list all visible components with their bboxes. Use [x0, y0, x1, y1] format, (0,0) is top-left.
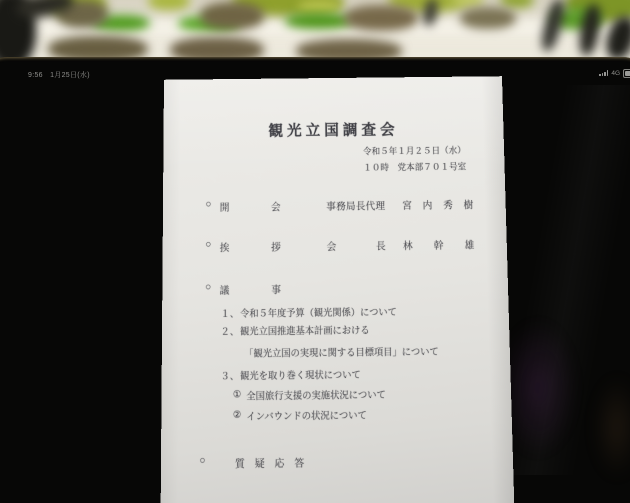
circle-bullet: ○: [199, 455, 206, 467]
network-type-text: 4G: [611, 69, 620, 77]
circled-number-icon: ②: [232, 409, 242, 420]
agenda-sub-item-1: [161, 386, 511, 404]
chair-blob: [460, 7, 516, 29]
date-text: 1月25日(水): [50, 72, 90, 79]
screen-reflection: [505, 85, 630, 475]
agenda-item-3: [162, 366, 511, 384]
tablet-device: [0, 57, 630, 503]
circled-number-icon: ①: [232, 388, 242, 400]
speaker-name: 宮内秀樹: [402, 201, 474, 213]
chair-blob: [344, 5, 418, 31]
screen-reflection: [594, 375, 630, 480]
speaker-role: 会長: [326, 242, 386, 254]
sub-item-text: 全国旅行支援の実施状況について: [246, 389, 386, 402]
row-label: 議事: [219, 285, 282, 298]
cellular-signal-icon: [599, 70, 608, 76]
item-number: ２、: [220, 326, 240, 337]
agenda-item-2-continued: [162, 343, 510, 361]
item-text: 観光立国推進基本計画における: [240, 324, 370, 337]
agenda-sub-item-2: [161, 406, 512, 424]
meeting-date: 令和５年１月２５日（水）: [362, 145, 466, 157]
statusbar-right: [599, 69, 630, 78]
circle-bullet: ○: [205, 239, 212, 251]
meeting-info: [363, 142, 467, 176]
plant-blob: [500, 0, 534, 8]
row-label: 質疑応答: [234, 458, 315, 471]
item-number: ３、: [220, 370, 240, 382]
green-cushion-blob: [285, 13, 353, 29]
row-proceedings: [162, 279, 508, 297]
meeting-place: １０時 党本部７０１号室: [363, 161, 467, 173]
sub-item-text: インバウンドの状況について: [246, 409, 367, 422]
statusbar-left: [28, 70, 90, 80]
row-label: 開会: [219, 203, 281, 215]
battery-icon: [623, 69, 630, 78]
agenda-item-2: [162, 321, 509, 338]
row-greeting: [163, 237, 507, 255]
clock-text: 9:56: [28, 72, 43, 79]
item-text: 観光を取り巻く現状について: [240, 369, 361, 382]
row-question-answer: [161, 452, 513, 471]
agenda-item-1: [162, 303, 509, 320]
plant-blob: [298, 0, 340, 14]
speaker-name: 林幹雄: [402, 241, 475, 253]
item-number: １、: [220, 308, 240, 320]
circle-bullet: ○: [205, 199, 212, 211]
document-page[interactable]: [160, 76, 514, 503]
speaker-role: 事務局長代理: [326, 201, 386, 213]
document-title: 観光立国調査会: [268, 122, 399, 141]
plant-blob: [148, 0, 190, 10]
circle-bullet: ○: [205, 282, 212, 293]
chair-blob: [200, 2, 264, 30]
row-label: 挨拶: [219, 243, 281, 255]
item-text: 「観光立国の実現に関する目標項目」について: [244, 346, 439, 359]
row-opening: [163, 197, 506, 215]
item-text: 令和５年度予算（観光関係）について: [240, 306, 397, 319]
